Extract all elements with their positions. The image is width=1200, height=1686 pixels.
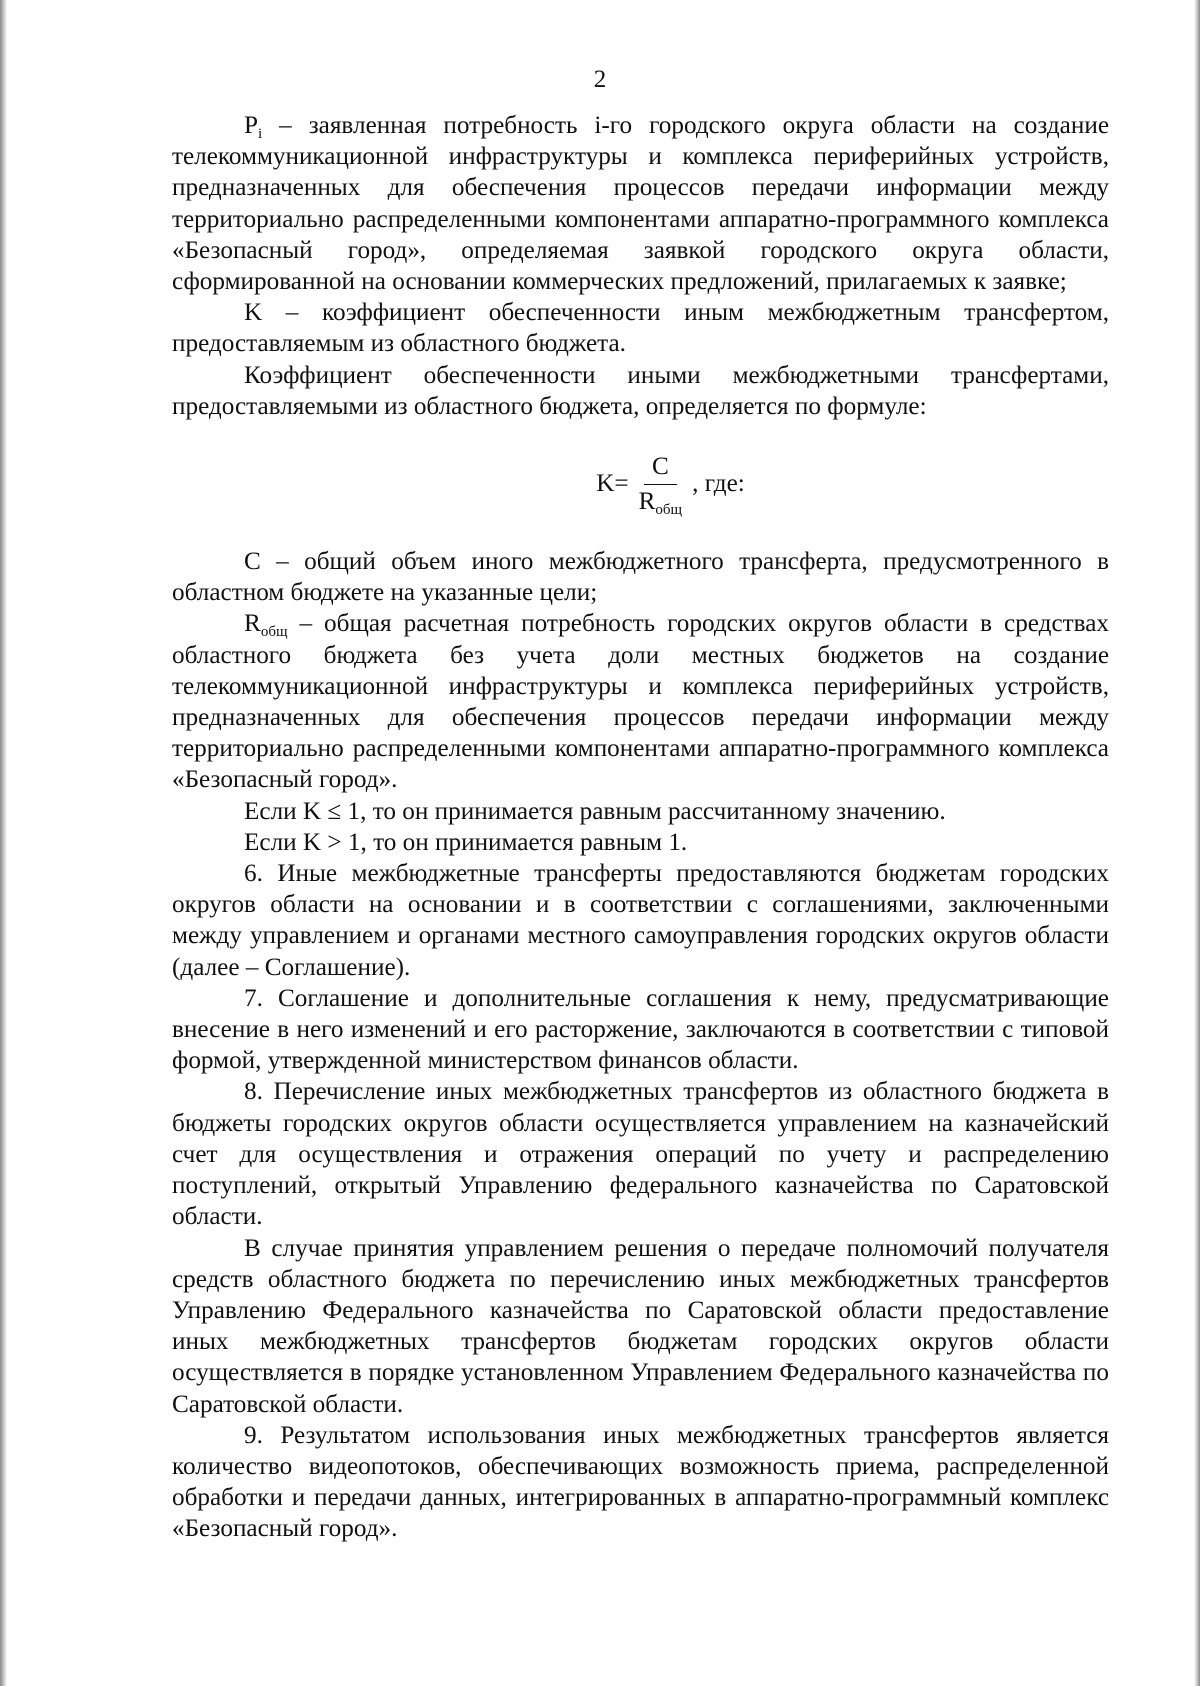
formula-fraction [631, 452, 691, 517]
page-number: 2 [593, 66, 607, 93]
paragraph-rtotal-definition [172, 608, 1109, 795]
paragraph-pi-definition [172, 110, 1109, 297]
formula-denominator [631, 485, 691, 517]
paragraph-k-gt-1: Если K > 1, то он принимается равным 1. [244, 828, 688, 856]
paragraph-item-7: 7. Соглашение и дополнительные соглашения к нему, предусматривающие внесение в него изменений и его расторжение, заключаются в соответствии с типовой формой, утвержденной министерством финансов области. [172, 984, 1109, 1075]
symbol-p: P [244, 112, 259, 139]
k-formula [172, 422, 1109, 546]
paragraph-item-9: 9. Результатом использования иных межбюджетных трансфертов является количество видеопотоков, обеспечивающих возможность приема, распределенной обработки и передачи данных, интегрированных в аппаратно-программный комплекс «Безопасный город». [172, 1421, 1109, 1543]
document-body [172, 110, 1109, 1545]
scan-edge-right [1194, 0, 1200, 1686]
symbol-r: R [244, 610, 261, 638]
paragraph-item-6: 6. Иные межбюджетные трансферты предоставляются бюджетам городских округов области на основании и в соответствии с соглашениями, заключенными между управлением и органами местного самоуправления городских округов области (далее – Соглашение). [172, 860, 1109, 981]
formula-denominator-subscript: общ [655, 501, 683, 518]
symbol-p-subscript: i [258, 126, 263, 142]
paragraph-treasury-transfer: В случае принятия управлением решения о передаче полномочий получателя средств областного бюджета по перечислению иных межбюджетных трансфертов Управлению Федерального казначейства по Саратовской области предоставление иных межбюджетных трансфертов бюджетам городских округов области осуществляется в порядке установленном Управлением Федерального казначейства по Саратовской области. [172, 1234, 1109, 1418]
paragraph-k-formula-intro: Коэффициент обеспеченности иными межбюджетными трансфертами, предоставляемыми из областного бюджета, определяется по формуле: [172, 361, 1109, 420]
paragraph-k-definition: K – коэффициент обеспеченности иным межбюджетным трансфертом, предоставляемым из областного бюджета. [172, 299, 1109, 358]
paragraph-c-definition: C – общий объем иного межбюджетного трансферта, предусмотренного в областном бюджете на указанные цели; [172, 548, 1109, 607]
formula-tail: , где: [692, 470, 745, 498]
symbol-r-subscript: общ [260, 624, 288, 641]
paragraph-rtotal-text: – общая расчетная потребность городских округов области в средствах областного бюджета без учета доли местных бюджетов на создание телекоммуникационной инфраструктуры и комплекса периферийных устройств, предназначенных для обеспечения процессов передачи информации между территориально распределенными компонентами аппаратно-программного комплекса «Безопасный город». [172, 610, 1109, 794]
paragraph-pi-text: – заявленная потребность i-го городского округа области на создание телекоммуникационной инфраструктуры и комплекса периферийных устройств, предназначенных для обеспечения процессов передачи информации между территориально распределенными компонентами аппаратно-программного комплекса «Безопасный город», определяемая заявкой городского округа области, сформированной на основании коммерческих предложений, прилагаемых к заявке; [172, 112, 1109, 296]
formula-denominator-symbol: R [638, 487, 656, 515]
paragraph-item-8: 8. Перечисление иных межбюджетных трансфертов из областного бюджета в бюджеты городских округов области осуществляется управлением на казначейский счет для осуществления и отражения операций по учету и распределению поступлений, открытый Управлению федерального казначейства по Саратовской области. [172, 1078, 1109, 1231]
formula-lhs: K= [596, 470, 629, 498]
paragraph-k-le-1: Если K ≤ 1, то он принимается равным рассчитанному значению. [244, 797, 946, 825]
scan-edge-left [0, 0, 7, 1686]
formula-numerator: C [644, 452, 677, 485]
